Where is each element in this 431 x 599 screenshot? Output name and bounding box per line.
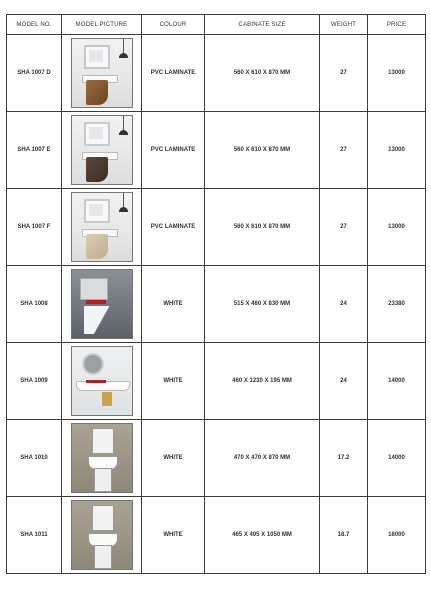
header-weight: WEIGHT xyxy=(320,15,368,35)
size-cell: 560 X 610 X 870 MM xyxy=(205,35,320,112)
model-cell: SHA 1010 xyxy=(7,420,62,497)
table-row xyxy=(7,112,426,189)
model-cell: SHA 1007 F xyxy=(7,189,62,266)
price-cell: 13000 xyxy=(368,189,426,266)
model-cell: SHA 1007 E xyxy=(7,112,62,189)
white-counter-vanity-image xyxy=(71,346,133,416)
weight-cell: 27 xyxy=(320,35,368,112)
weight-cell: 18.7 xyxy=(320,497,368,574)
table-row xyxy=(7,35,426,112)
size-cell: 515 X 460 X 830 MM xyxy=(205,266,320,343)
product-table xyxy=(6,14,426,574)
colour-cell: PVC LAMINATE xyxy=(142,35,205,112)
weight-cell: 17.2 xyxy=(320,420,368,497)
model-cell: SHA 1011 xyxy=(7,497,62,574)
header-size: CABINATE SIZE xyxy=(205,15,320,35)
header-row xyxy=(7,15,426,35)
model-cell: SHA 1007 D xyxy=(7,35,62,112)
beige-vanity-image xyxy=(71,192,133,262)
table-row xyxy=(7,189,426,266)
weight-cell: 24 xyxy=(320,266,368,343)
table-row xyxy=(7,343,426,420)
white-cabinet-vanity-image xyxy=(71,500,133,570)
table-row xyxy=(7,497,426,574)
size-cell: 460 X 1230 X 195 MM xyxy=(205,343,320,420)
wood-vanity-image xyxy=(71,38,133,108)
size-cell: 470 X 470 X 870 MM xyxy=(205,420,320,497)
price-cell: 13000 xyxy=(368,35,426,112)
size-cell: 560 X 610 X 870 MM xyxy=(205,189,320,266)
price-cell: 16000 xyxy=(368,497,426,574)
colour-cell: WHITE xyxy=(142,266,205,343)
colour-cell: WHITE xyxy=(142,497,205,574)
colour-cell: WHITE xyxy=(142,343,205,420)
price-cell: 14000 xyxy=(368,343,426,420)
model-cell: SHA 1008 xyxy=(7,266,62,343)
model-cell: SHA 1009 xyxy=(7,343,62,420)
colour-cell: PVC LAMINATE xyxy=(142,189,205,266)
white-pedestal-vanity-image xyxy=(71,423,133,493)
table-row xyxy=(7,420,426,497)
price-cell: 23380 xyxy=(368,266,426,343)
dark-wood-vanity-image xyxy=(71,115,133,185)
price-cell: 14000 xyxy=(368,420,426,497)
price-cell: 13000 xyxy=(368,112,426,189)
table-row xyxy=(7,266,426,343)
weight-cell: 27 xyxy=(320,189,368,266)
colour-cell: PVC LAMINATE xyxy=(142,112,205,189)
header-model: MODEL NO. xyxy=(7,15,62,35)
size-cell: 465 X 405 X 1050 MM xyxy=(205,497,320,574)
weight-cell: 24 xyxy=(320,343,368,420)
weight-cell: 27 xyxy=(320,112,368,189)
white-z-vanity-image xyxy=(71,269,133,339)
header-colour: COLOUR xyxy=(142,15,205,35)
size-cell: 560 X 610 X 870 MM xyxy=(205,112,320,189)
header-price: PRICE xyxy=(368,15,426,35)
colour-cell: WHITE xyxy=(142,420,205,497)
header-picture: MODEL PICTURE xyxy=(62,15,142,35)
